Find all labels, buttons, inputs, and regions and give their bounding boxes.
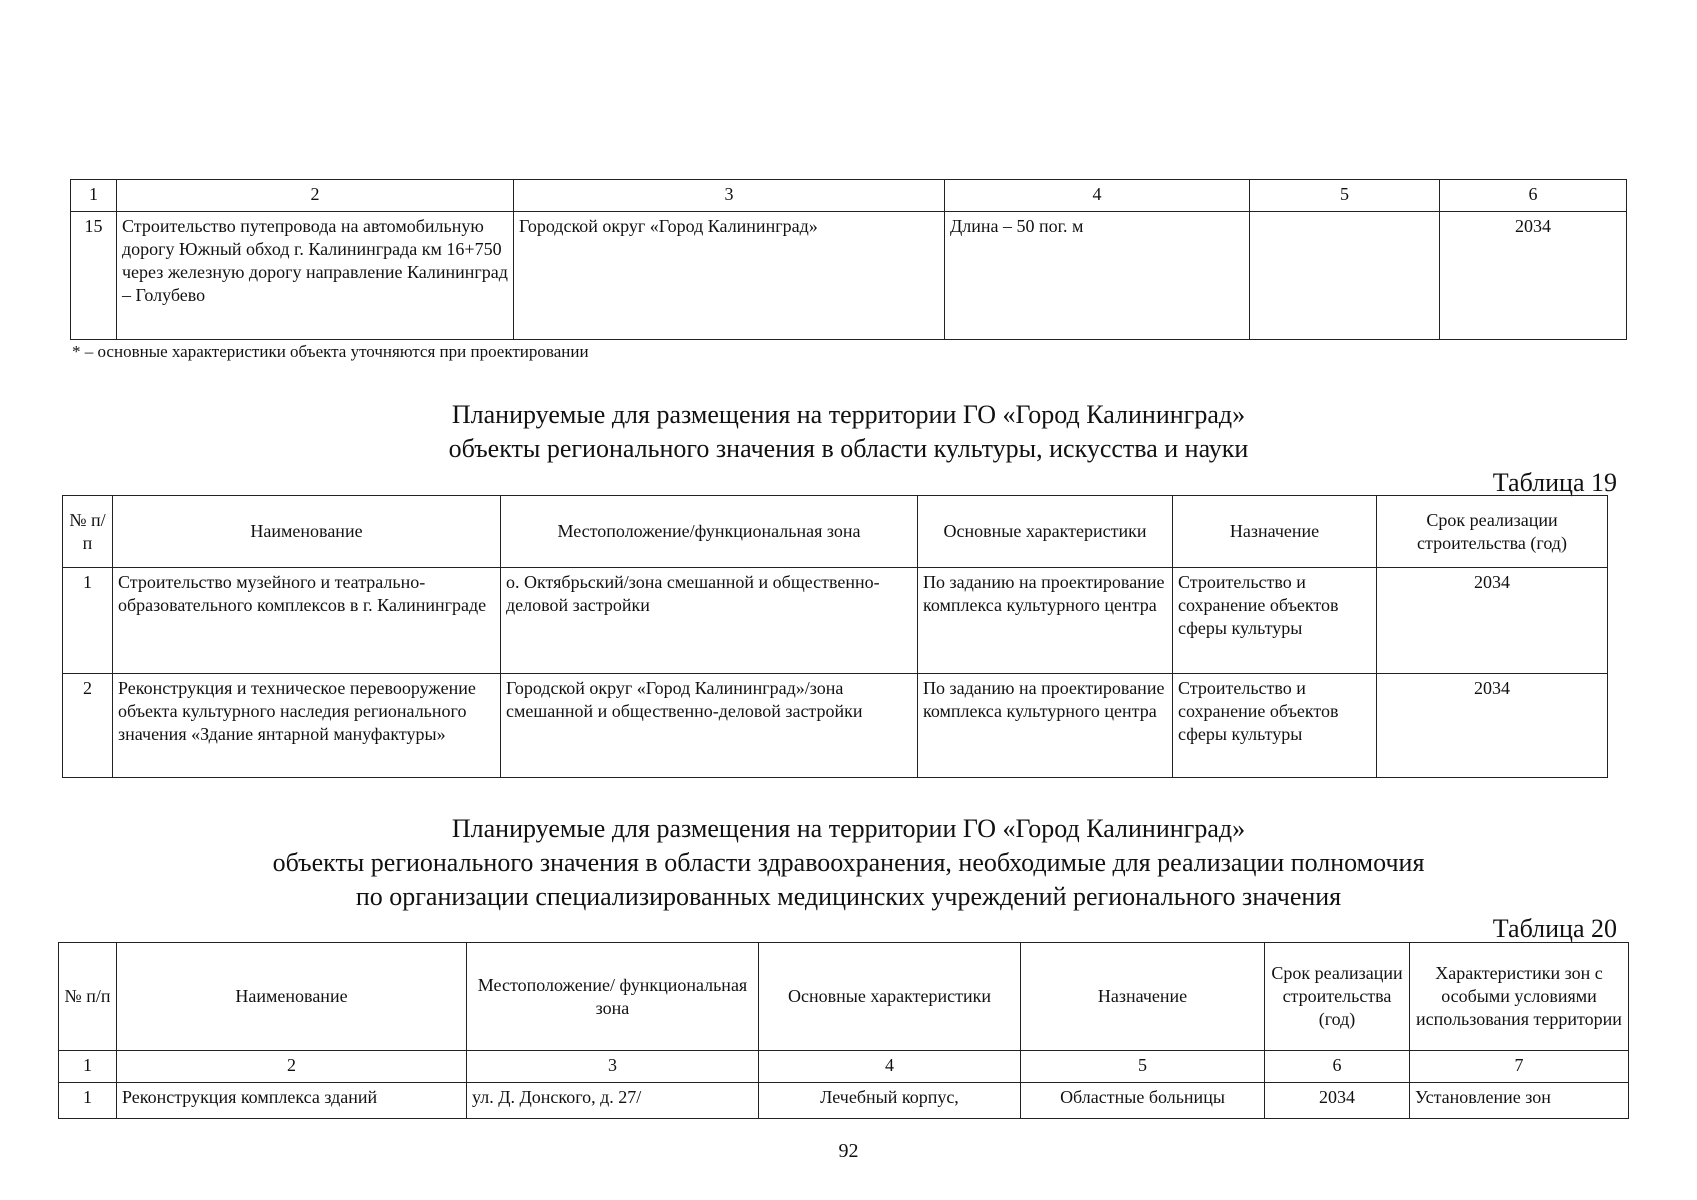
object-location: Городской округ «Город Калининград» — [514, 212, 945, 340]
table-20-label: Таблица 20 — [1492, 914, 1617, 943]
row-number: 1 — [63, 568, 113, 674]
section-20-title-line-2: объекты регионального значения в области здравоохранения, необходимые для реализации полномочия — [272, 848, 1425, 877]
column-number: 3 — [514, 180, 945, 212]
table-19 — [62, 495, 1608, 778]
object-purpose: Строительство и сохранение объектов сферы культуры — [1173, 568, 1377, 674]
object-characteristics: По заданию на проектирование комплекса культурного центра — [918, 568, 1173, 674]
column-number: 3 — [467, 1051, 759, 1083]
row-number: 2 — [63, 674, 113, 778]
section-20-title-line-1: Планируемые для размещения на территории ГО «Город Калининград» — [451, 814, 1246, 843]
object-purpose: Строительство и сохранение объектов сферы культуры — [1173, 674, 1377, 778]
column-number: 2 — [117, 1051, 467, 1083]
column-number: 7 — [1410, 1051, 1629, 1083]
object-name: Реконструкция и техническое перевооружение объекта культурного наследия регионального значения «Здание янтарной мануфактуры» — [113, 674, 501, 778]
table-row — [63, 568, 1608, 674]
object-location: о. Октябрьский/зона смешанной и общественно-деловой застройки — [501, 568, 918, 674]
object-location: ул. Д. Донского, д. 27/ — [467, 1083, 759, 1119]
header-characteristics: Основные характеристики — [918, 496, 1173, 568]
header-name: Наименование — [113, 496, 501, 568]
table-number-row — [59, 1051, 1629, 1083]
table-header-row — [63, 496, 1608, 568]
page-number: 92 — [838, 1140, 859, 1162]
header-purpose: Назначение — [1021, 943, 1265, 1051]
object-characteristics: Лечебный корпус, — [759, 1083, 1021, 1119]
header-zones: Характеристики зон с особыми условиями использования территории — [1410, 943, 1629, 1051]
object-year: 2034 — [1377, 568, 1608, 674]
column-number: 1 — [59, 1051, 117, 1083]
object-purpose: Областные больницы — [1021, 1083, 1265, 1119]
row-number: 1 — [59, 1083, 117, 1119]
object-characteristics: Длина – 50 пог. м — [945, 212, 1250, 340]
header-year: Срок реализации строительства (год) — [1377, 496, 1608, 568]
object-name: Реконструкция комплекса зданий — [117, 1083, 467, 1119]
section-19-title-line-2: объекты регионального значения в области культуры, искусства и науки — [448, 434, 1249, 463]
object-characteristics: По заданию на проектирование комплекса культурного центра — [918, 674, 1173, 778]
object-name: Строительство музейного и театрально-образовательного комплексов в г. Калининграде — [113, 568, 501, 674]
column-number: 4 — [945, 180, 1250, 212]
table-header-row — [59, 943, 1629, 1051]
column-number: 6 — [1440, 180, 1627, 212]
header-number: № п/п — [59, 943, 117, 1051]
footnote: * – основные характеристики объекта уточняются при проектировании — [72, 342, 589, 361]
object-zones: Установление зон — [1410, 1083, 1629, 1119]
column-number: 5 — [1021, 1051, 1265, 1083]
header-purpose: Назначение — [1173, 496, 1377, 568]
object-purpose — [1250, 212, 1440, 340]
header-year: Срок реализации строительства (год) — [1265, 943, 1410, 1051]
object-year: 2034 — [1440, 212, 1627, 340]
object-name: Строительство путепровода на автомобильную дорогу Южный обход г. Калининграда км 16+750 через железную дорогу направление Калининград – Голубево — [117, 212, 514, 340]
table-row — [71, 212, 1627, 340]
column-number: 1 — [71, 180, 117, 212]
column-number: 4 — [759, 1051, 1021, 1083]
header-characteristics: Основные характеристики — [759, 943, 1021, 1051]
table-20 — [58, 942, 1629, 1119]
table-header-row — [71, 180, 1627, 212]
header-location: Местоположение/ функциональная зона — [467, 943, 759, 1051]
object-year: 2034 — [1377, 674, 1608, 778]
column-number: 5 — [1250, 180, 1440, 212]
section-19-title-line-1: Планируемые для размещения на территории ГО «Город Калининград» — [451, 400, 1246, 429]
object-year: 2034 — [1265, 1083, 1410, 1119]
section-20-title-line-3: по организации специализированных медицинских учреждений регионального значения — [355, 882, 1342, 911]
table-19-label: Таблица 19 — [1492, 468, 1617, 497]
table-row — [63, 674, 1608, 778]
row-number: 15 — [71, 212, 117, 340]
header-location: Местоположение/функциональная зона — [501, 496, 918, 568]
column-number: 6 — [1265, 1051, 1410, 1083]
column-number: 2 — [117, 180, 514, 212]
header-number: № п/п — [63, 496, 113, 568]
table-continuation — [70, 179, 1627, 340]
table-row — [59, 1083, 1629, 1119]
object-location: Городской округ «Город Калининград»/зона смешанной и общественно-деловой застройки — [501, 674, 918, 778]
header-name: Наименование — [117, 943, 467, 1051]
